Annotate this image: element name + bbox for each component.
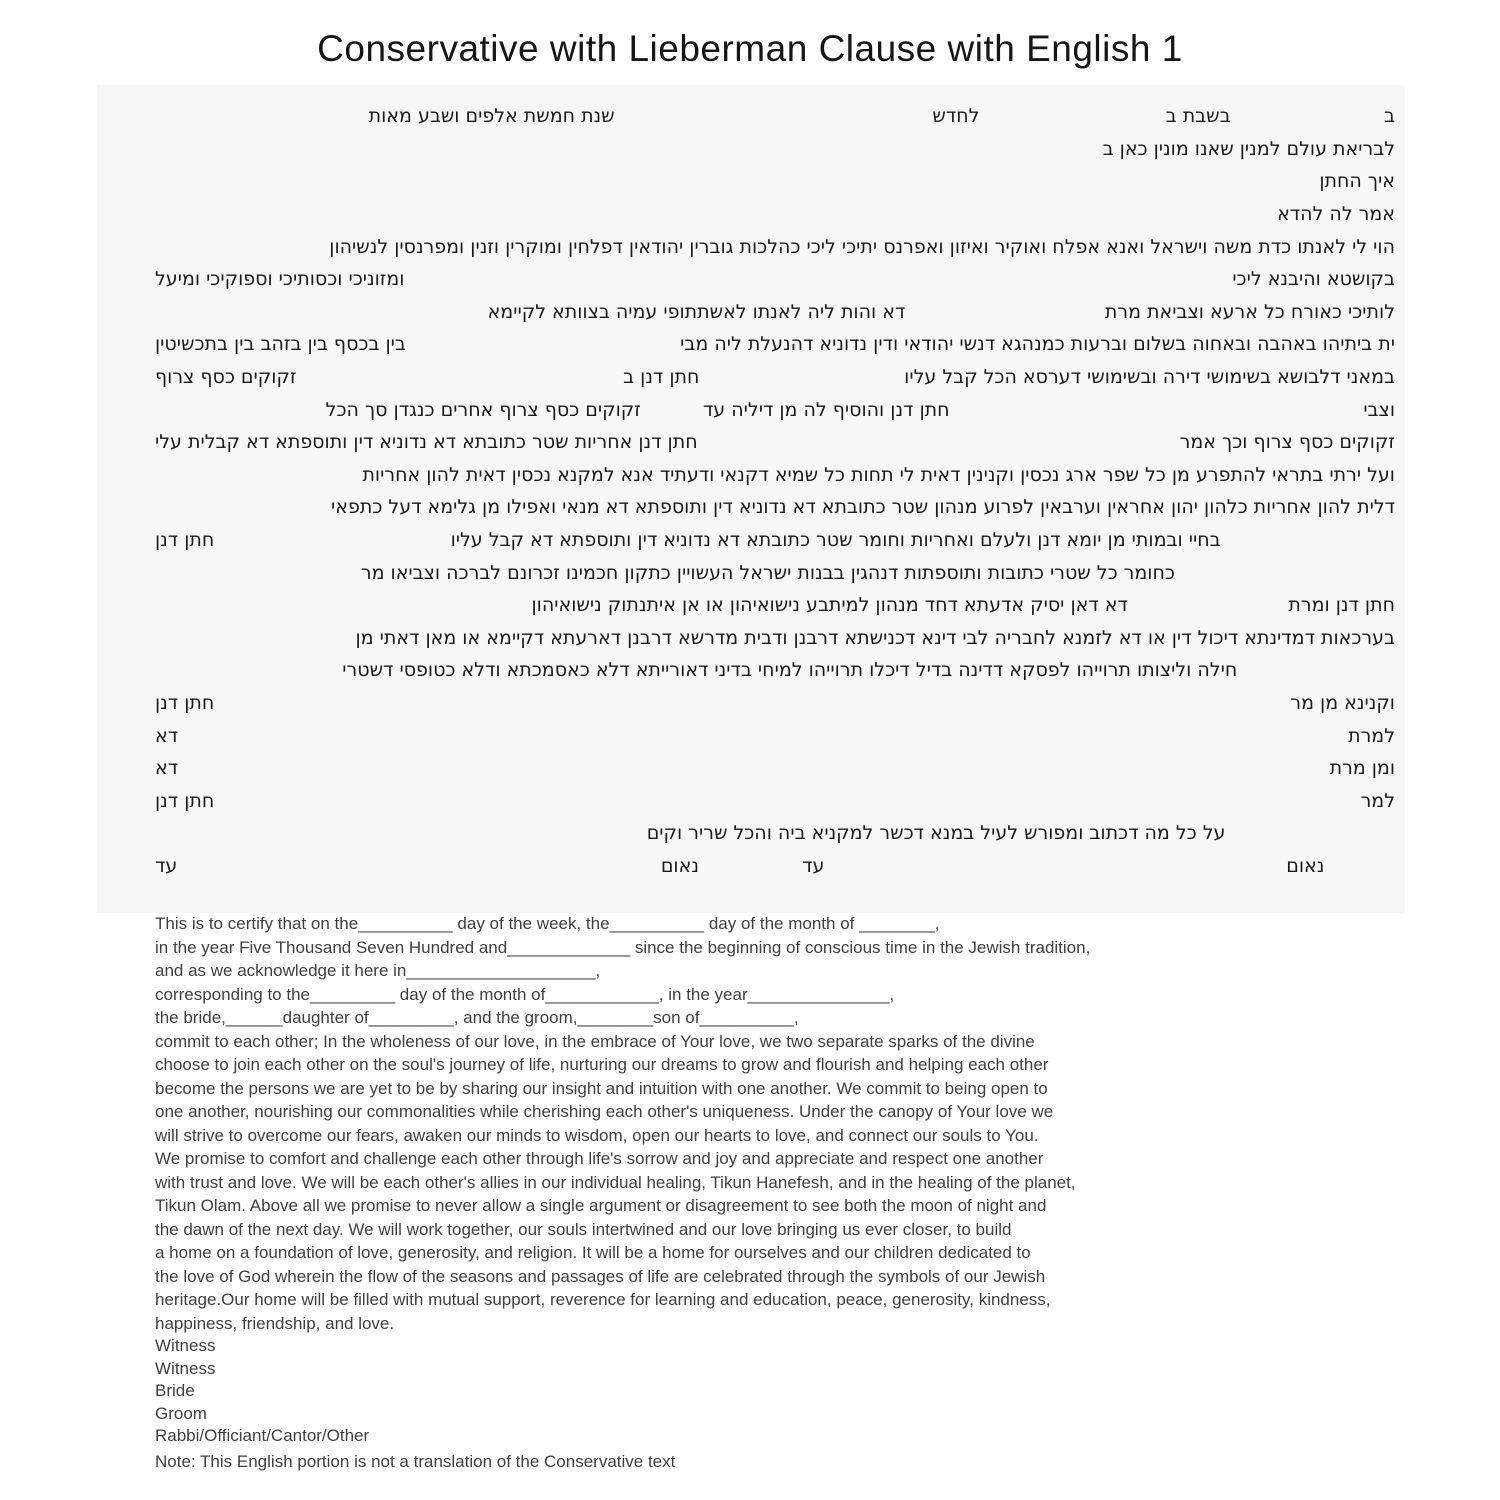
fill-in-blank	[178, 768, 1330, 769]
fill-in-blank	[1231, 116, 1384, 117]
english-text-line: choose to join each other on the soul's journey of life, nurturing our dreams to grow and flourish and helping each other	[155, 1055, 1049, 1074]
signature-label-witness: Witness	[155, 1336, 216, 1355]
english-text-line: one another, nourishing our commonalities while cherishing each other's uniqueness. Under the canopy of Your love we	[155, 1102, 1054, 1121]
hebrew-text-segment: למר	[1360, 789, 1395, 812]
fill-in-blank	[155, 605, 531, 606]
hebrew-text-segment: ומזוניכי וכסותיכי וספוקיכי ומיעל	[155, 268, 405, 291]
hebrew-text-segment: זקוקים כסף צרוף	[155, 366, 297, 389]
footnote: Note: This English portion is not a translation of the Conservative text	[155, 1452, 676, 1471]
fill-in-blank	[155, 409, 326, 410]
signature-label-groom: Groom	[155, 1403, 207, 1423]
english-text-line: will strive to overcome our fears, awaken our minds to wisdom, open our hearts to love, and connect our souls to You.	[155, 1125, 1039, 1145]
hebrew-line	[155, 328, 1395, 361]
hebrew-text-segment: איך החתן	[1319, 170, 1395, 193]
hebrew-line	[155, 524, 1395, 557]
hebrew-text-segment: דלית להון אחריות כלהון יהון אחראין וערבאין לפרוע מנהון שטר כתובתא דא נדוניא דין ותוספתא דא מנאי ואפילו מן גלימא דעל כתפאי	[331, 496, 1395, 519]
fill-in-blank	[1225, 833, 1395, 834]
english-section	[155, 912, 1235, 1448]
hebrew-line	[155, 263, 1395, 296]
hebrew-text-segment: בקושטא והיבנא ליכי	[1232, 268, 1395, 291]
hebrew-line	[155, 752, 1395, 785]
hebrew-text-segment: ית ביתיהו באהבה ובאחוה בשלום וברעות כמנהגא דנשי יהודאי ודין נדוניא דהנעלת ליה מבי	[680, 333, 1395, 356]
hebrew-text-segment: דא דאן יסיק אדעתא דחד מנהון למיתבע נישואיהון או אן איתנתוק נישואיהון	[531, 594, 1128, 617]
fill-in-blank	[824, 865, 1286, 866]
english-text-line: a home on a foundation of love, generosity, and religion. It will be a home for ourselves and our children dedicated to	[155, 1243, 1031, 1262]
hebrew-text-segment: חתן דנן אחריות שטר כתובתא דא נדוניא דין ותוספתא דא קבלית עלי	[155, 431, 698, 454]
hebrew-line	[155, 817, 1395, 850]
hebrew-text-segment: לבריאת עולם למנין שאנו מונין כאן ב	[1102, 137, 1395, 160]
hebrew-line	[155, 426, 1395, 459]
hebrew-line	[155, 230, 1395, 263]
hebrew-line	[155, 687, 1395, 720]
fill-in-blank	[155, 833, 647, 834]
signature-label-rabbi-officiant-cantor-other: Rabbi/Officiant/Cantor/Other	[155, 1426, 370, 1445]
hebrew-text-segment: חתן דנן ומרת	[1288, 594, 1395, 617]
hebrew-text-segment: עד	[154, 854, 178, 877]
fill-in-blank	[1221, 540, 1395, 541]
hebrew-text-segment: ומן מרת	[1329, 757, 1395, 780]
hebrew-text-segment: אמר לה להדא	[1277, 203, 1395, 226]
fill-in-blank	[404, 279, 1232, 280]
hebrew-line	[155, 459, 1395, 492]
signature-label-witness: Witness	[155, 1358, 216, 1378]
hebrew-line	[155, 198, 1395, 231]
fill-in-blank	[615, 116, 933, 117]
hebrew-text-segment: חילה וליצותו תרוייהו לפסקא דדינה בדיל דיכלו תרוייהו למיחי בדיני דאורייתא דלא כאסמכתא ודלא כטופסי דשטרי	[342, 659, 1238, 682]
hebrew-text-segment: זקוקים כסף צרוף אחרים כנגדן סך הכל	[325, 398, 641, 421]
english-text-line: become the persons we are yet to be by sharing our insight and intuition with one another. We commit to being open to	[155, 1078, 1048, 1098]
hebrew-text-segment: דא	[155, 757, 179, 780]
english-text-line: the love of God wherein the flow of the seasons and passages of life are celebrated through the symbols of our Jewish	[155, 1266, 1046, 1286]
fill-in-blank	[214, 800, 1360, 801]
fill-in-blank	[641, 409, 703, 410]
english-text-block	[155, 912, 1235, 1335]
hebrew-text-segment: חתן דנן	[155, 789, 215, 812]
english-text-line: with trust and love. We will be each other's allies in our individual healing, Tikun Hanefesh, and in the healing of the planet,	[155, 1172, 1076, 1192]
hebrew-text-segment: דא	[155, 724, 179, 747]
hebrew-text-segment: בחיי ובמותי מן יומא דנן ולעלם ואחריות וחומר שטר כתובתא דא נדוניא דין ותוספתא דא קבל עליו	[450, 529, 1221, 552]
fill-in-blank	[155, 181, 1319, 182]
hebrew-text-segment: בערכאות דמדינתא דיכול דין או דא לזמנא לחבריה לבי דינא דכנישתא דרבנן ודבית מדרשא דרבנן דארעתא דקיימא או מאן דאתי מן	[355, 626, 1395, 649]
fill-in-blank	[297, 377, 624, 378]
hebrew-text-segment: חתן דנן	[155, 691, 215, 714]
hebrew-text-segment: שנת חמשת אלפים ושבע מאות	[368, 105, 615, 128]
hebrew-line	[155, 296, 1395, 329]
hebrew-text-segment: עד	[802, 854, 825, 877]
hebrew-text-segment: ב	[1384, 105, 1395, 128]
hebrew-text-segment: נאום	[660, 854, 699, 877]
hebrew-text-segment: ועל ירתי בתראי להתפרע מן כל שפר ארג נכסין וקנינין דאית לי תחות כל שמיא דקנאי ודעתיד אנא למקנא נכסין דאית להון אחריות	[362, 463, 1395, 486]
hebrew-text-segment: זקוקים כסף צרוף וכך אמר	[1179, 431, 1395, 454]
english-text-line: the bride,______daughter of_________, and the groom,________son of__________,	[155, 1008, 799, 1027]
english-text-line: in the year Five Thousand Seven Hundred and_____________ since the beginning of conscious time in the Jewish tradition,	[155, 937, 1091, 957]
hebrew-text-segment: למרת	[1348, 724, 1395, 747]
fill-in-blank	[177, 865, 661, 866]
english-text-line: commit to each other; In the wholeness of our love, in the embrace of Your love, we two separate sparks of the divine	[155, 1031, 1035, 1051]
hebrew-text-block	[97, 85, 1405, 913]
hebrew-line	[155, 556, 1395, 589]
english-text-line: Tikun Olam. Above all we promise to never allow a single argument or disagreement to see both the moon of night and	[155, 1196, 1047, 1215]
fill-in-blank	[155, 214, 1277, 215]
hebrew-line	[155, 719, 1395, 752]
hebrew-line	[155, 165, 1395, 198]
english-text-line: the dawn of the next day. We will work together, our souls intertwined and our love bringing us ever closer, to build	[155, 1219, 1012, 1239]
fill-in-blank	[214, 702, 1290, 703]
hebrew-text-segment: חתן דנן ב	[623, 366, 700, 389]
hebrew-line	[155, 361, 1395, 394]
hebrew-line	[155, 589, 1395, 622]
hebrew-text-segment: וקנינא מן מר	[1290, 691, 1395, 714]
hebrew-text-segment: בין בכסף בין בזהב בין בתכשיטין	[155, 333, 406, 356]
hebrew-text-segment: במאני דלבושא בשימושי דירה ובשימושי דערסא הכל קבל עליו	[904, 366, 1395, 389]
fill-in-blank	[950, 409, 1364, 410]
fill-in-blank	[1128, 605, 1289, 606]
fill-in-blank	[1175, 572, 1395, 573]
hebrew-text-segment: נאום	[1286, 854, 1325, 877]
fill-in-blank	[699, 377, 904, 378]
hebrew-line	[155, 622, 1395, 655]
fill-in-blank	[155, 670, 342, 671]
english-text-line: corresponding to the_________ day of the month of____________, in the year_______________,	[155, 984, 895, 1004]
hebrew-line	[155, 393, 1395, 426]
hebrew-text-segment: בשבת ב	[1165, 105, 1231, 128]
hebrew-text-segment: דא והות ליה לאנתו לאשתתופי עמיה בצוותא לקיימא	[487, 300, 906, 323]
hebrew-text-segment: על כל מה דכתוב ומפורש לעיל במנא דכשר למקניא ביה והכל שריר וקים	[646, 822, 1226, 845]
english-text-line: heritage.Our home will be filled with mutual support, reverence for learning and education, peace, generosity, kindness,	[155, 1290, 1051, 1309]
fill-in-blank	[905, 311, 1105, 312]
fill-in-blank	[698, 442, 1180, 443]
hebrew-text-segment: לחדש	[932, 105, 980, 128]
hebrew-line	[155, 654, 1395, 687]
fill-in-blank	[155, 572, 361, 573]
fill-in-blank	[214, 540, 450, 541]
fill-in-blank	[155, 311, 488, 312]
fill-in-blank	[155, 116, 369, 117]
hebrew-text-segment: כחומר כל שטרי כתובות ותוספתות דנהגין בבנות ישראל העשויין כתקון חכמינו זכרונם לברכה וצביאו מר	[360, 561, 1175, 584]
hebrew-line	[155, 133, 1395, 166]
hebrew-text-segment: חתן דנן והוסיף לה מן דיליה עד	[702, 398, 950, 421]
fill-in-blank	[1324, 865, 1395, 866]
fill-in-blank	[178, 735, 1348, 736]
english-text-line: This is to certify that on the__________ day of the week, the__________ day of the month of ________,	[155, 914, 940, 933]
english-text-line: We promise to comfort and challenge each other through life's sorrow and joy and appreciate and respect one another	[155, 1149, 1044, 1168]
fill-in-blank	[155, 148, 1103, 149]
english-text-line: happiness, friendship, and love.	[155, 1313, 395, 1333]
hebrew-text-segment: וצבי	[1363, 398, 1395, 421]
fill-in-blank	[406, 344, 680, 345]
fill-in-blank	[979, 116, 1165, 117]
hebrew-line	[155, 100, 1395, 133]
hebrew-text-segment: חתן דנן	[155, 529, 215, 552]
signature-label-bride: Bride	[155, 1381, 195, 1400]
fill-in-blank	[699, 865, 802, 866]
hebrew-text-segment: הוי לי לאנתו כדת משה וישראל ואנא אפלח ואוקיר ואיזון ואפרנס יתיכי ליכי כהלכות גוברין יהודאין דפלחין ומוקרין וזנין ומפרנסין לנשיהון	[329, 235, 1395, 258]
hebrew-line	[155, 491, 1395, 524]
hebrew-line	[155, 784, 1395, 817]
english-text-line: and as we acknowledge it here in____________________,	[155, 961, 601, 980]
signature-labels-block	[155, 1335, 1235, 1448]
hebrew-line	[155, 850, 1395, 883]
fill-in-blank	[1237, 670, 1395, 671]
hebrew-text-segment: לותיכי כאורח כל ארעא וצביאת מרת	[1104, 300, 1395, 323]
page-title: Conservative with Lieberman Clause with English 1	[317, 28, 1183, 69]
